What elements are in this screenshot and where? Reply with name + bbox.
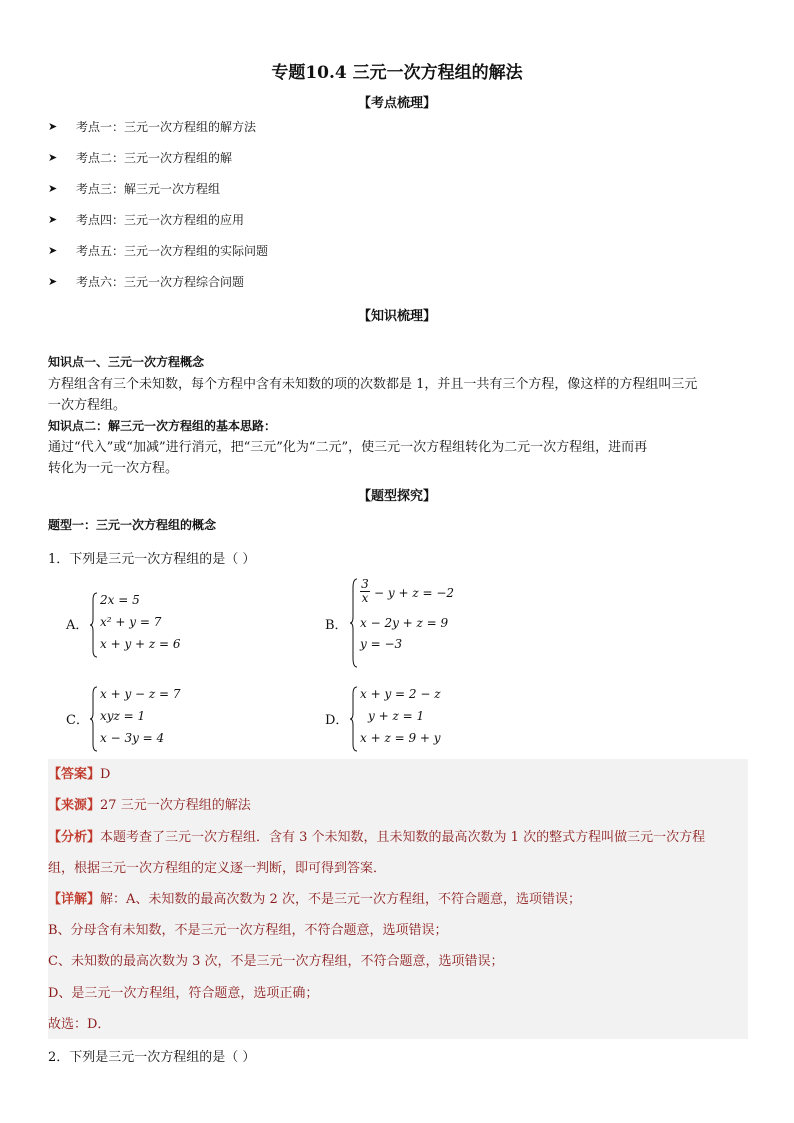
equation: x − 2y + z = 9 (360, 616, 449, 630)
arrow-bullet-icon: ➤ (48, 244, 58, 257)
arrow-bullet-icon: ➤ (48, 120, 58, 133)
analysis-tag: 【分析】 (48, 830, 101, 845)
source-line (48, 795, 748, 816)
equation: x + y + z = 6 (100, 637, 181, 651)
brace-icon (350, 578, 358, 668)
brace-icon (350, 686, 358, 752)
fraction (360, 578, 370, 605)
detail-line-c: C、未知数的最高次数为 3 次，不是三元一次方程组，不符合题意，选项错误； (48, 954, 504, 969)
option-a-system (90, 592, 210, 658)
option-b-label: B． (325, 618, 348, 633)
knowledge-point-1-title: 知识点一、三元一次方程概念 (48, 355, 205, 369)
knowledge-point-1-text-a: 方程组含有三个未知数，每个方程中含有未知数的项的次数都是 1，并且一共有三个方程，像这样的方程组叫三元 (48, 377, 698, 392)
source-tag: 【来源】 (48, 798, 101, 813)
kaodian-item-3: ➤ 考点三：解三元一次方程组 (48, 182, 221, 196)
option-b-system (350, 578, 490, 668)
fraction-denominator: x (361, 591, 369, 605)
equation: xyz = 1 (100, 709, 146, 723)
detail-line-d: D、是三元一次方程组，符合题意，选项正确； (48, 986, 319, 1001)
option-d-system (350, 686, 470, 752)
kaodian-item-1: ➤ 考点一：三元一次方程组的解方法 (48, 120, 257, 134)
source-value: 27 三元一次方程组的解法 (100, 798, 251, 813)
arrow-bullet-icon: ➤ (48, 213, 58, 226)
kaodian-item-5: ➤ 考点五：三元一次方程组的实际问题 (48, 244, 269, 258)
tixing-heading: 【题型探究】 (357, 489, 436, 504)
knowledge-point-1-text-b: 一次方程组。 (48, 398, 127, 413)
fraction-numerator: 3 (361, 577, 369, 591)
equation: x + y − z = 7 (100, 687, 181, 701)
equation: x² + y = 7 (100, 615, 162, 629)
kaodian-heading: 【考点梳理】 (357, 96, 436, 111)
detail-line-a: 【详解】解：A、未知数的最高次数为 2 次，不是三元一次方程组，不符合题意，选项错误； (48, 892, 581, 907)
analysis-line-b: 组，根据三元一次方程组的定义逐一判断，即可得到答案． (48, 861, 387, 876)
equation: x − 3y = 4 (100, 731, 165, 745)
option-a-label: A． (66, 618, 89, 633)
arrow-bullet-icon: ➤ (48, 182, 58, 195)
brace-icon (90, 686, 98, 752)
question-type-1-heading: 题型一：三元一次方程组的概念 (48, 518, 217, 532)
equation: x + y = 2 − z (360, 687, 441, 701)
conclusion-line: 故选：D． (48, 1017, 111, 1032)
option-d-label: D． (325, 713, 349, 728)
question-1-stem: 1．下列是三元一次方程组的是（ ） (48, 552, 256, 567)
option-c-system (90, 686, 210, 752)
zhishi-heading: 【知识梳理】 (357, 309, 436, 324)
knowledge-point-2-text-b: 转化为一元一次方程。 (48, 461, 179, 476)
answer-tag: 【答案】 (48, 767, 101, 782)
kaodian-item-2: ➤ 考点二：三元一次方程组的解 (48, 151, 233, 165)
detail-tag: 【详解】 (48, 892, 101, 907)
knowledge-point-2-title: 知识点二：解三元一次方程组的基本思路： (48, 419, 277, 433)
page-title: 专题10.4 三元一次方程组的解法 (271, 63, 523, 83)
equation: x + z = 9 + y (360, 731, 441, 745)
equation: y = −3 (360, 637, 403, 651)
detail-line-b: B、分母含有未知数，不是三元一次方程组，不符合题意，选项错误； (48, 923, 448, 938)
analysis-line-a: 【分析】本题考查了三元一次方程组．含有 3 个未知数，且未知数的最高次数为 1 次的整式方程叫做三元一次方程 (48, 830, 706, 845)
arrow-bullet-icon: ➤ (48, 151, 58, 164)
equation: y + z = 1 (368, 709, 425, 723)
answer-value: D (100, 767, 111, 782)
kaodian-item-6: ➤ 考点六：三元一次方程综合问题 (48, 275, 245, 289)
question-2-stem: 2．下列是三元一次方程组的是（ ） (48, 1050, 256, 1065)
option-c-label: C． (66, 713, 89, 728)
answer-line (48, 764, 748, 785)
kaodian-item-4: ➤ 考点四：三元一次方程组的应用 (48, 213, 245, 227)
knowledge-point-2-text-a: 通过“代入”或“加减”进行消元，把“三元”化为“二元”，使三元一次方程组转化为二元一次方程组，进而再 (48, 440, 648, 455)
equation: − y + z = −2 (374, 586, 455, 600)
equation: 2x = 5 (100, 593, 140, 607)
arrow-bullet-icon: ➤ (48, 275, 58, 288)
brace-icon (90, 592, 98, 658)
